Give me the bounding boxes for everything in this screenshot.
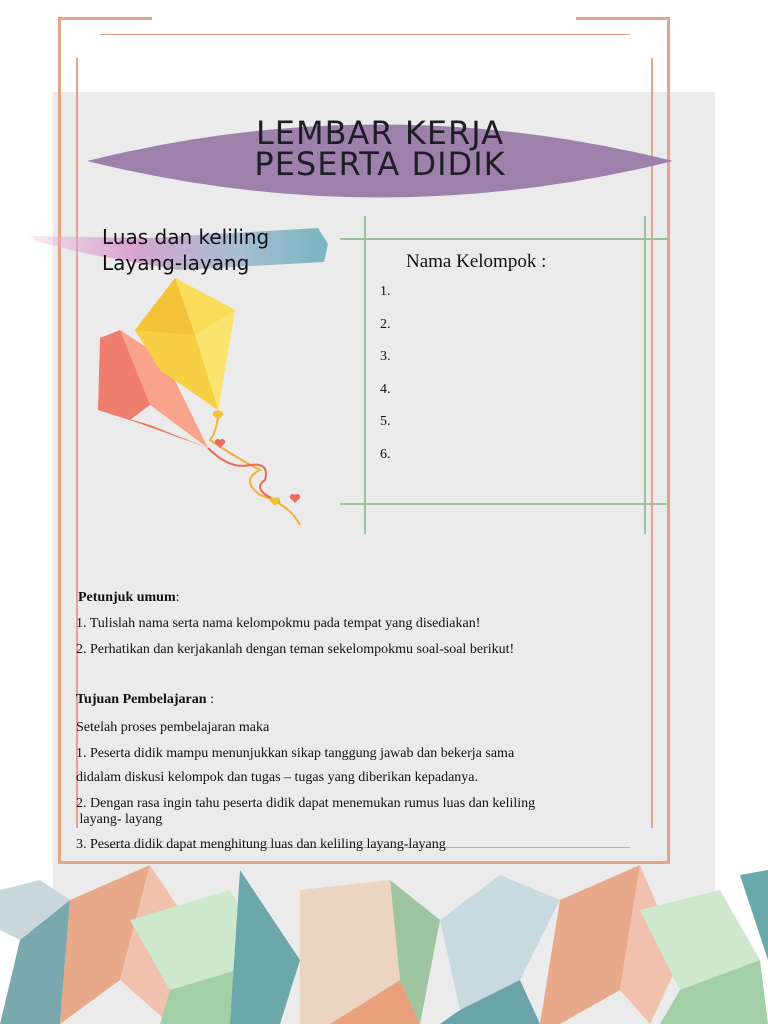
group-member-5[interactable]: 5. bbox=[380, 414, 391, 430]
group-member-1[interactable]: 1. bbox=[380, 284, 391, 299]
topic-line2: Layang-layang bbox=[102, 251, 250, 275]
page-title bbox=[87, 114, 673, 183]
group-member-list bbox=[380, 284, 391, 480]
group-member-3[interactable]: 3. bbox=[380, 349, 391, 365]
grid-line-right bbox=[644, 216, 646, 534]
instruction-item-2: 2. Perhatikan dan kerjakanlah dengan teman sekelompokmu soal-soal berikut! bbox=[76, 642, 515, 657]
topic-line1: Luas dan keliling bbox=[102, 225, 270, 249]
grid-line-left bbox=[364, 216, 366, 534]
grid-line-bottom bbox=[340, 503, 670, 505]
group-member-6[interactable]: 6. bbox=[380, 446, 391, 462]
objectives-heading: Tujuan Pembelajaran : bbox=[76, 692, 214, 707]
topic-title bbox=[102, 224, 269, 276]
frame-top-right-h bbox=[576, 17, 670, 20]
objective-3: 3. Peserta didik dapat menghitung luas dan keliling layang-layang bbox=[76, 837, 446, 852]
objective-1-line2: didalam diskusi kelompok dan tugas – tugas yang diberikan kepadanya. bbox=[76, 770, 479, 785]
objective-2-line2: layang- layang bbox=[76, 812, 163, 827]
frame-top-left-v bbox=[58, 17, 61, 862]
geometric-decoration bbox=[0, 860, 768, 1024]
objective-2-line1: 2. Dengan rasa ingin tahu peserta didik dapat menemukan rumus luas dan keliling bbox=[76, 796, 536, 811]
group-title: Nama Kelompok : bbox=[406, 251, 547, 272]
page-title-line2: PESERTA DIDIK bbox=[254, 145, 506, 183]
instruction-item-1: 1. Tulislah nama serta nama kelompokmu pada tempat yang disediakan! bbox=[76, 616, 481, 631]
grid-line-top bbox=[340, 238, 670, 240]
kite-illustration bbox=[90, 270, 330, 540]
group-member-2[interactable]: 2. bbox=[380, 316, 391, 332]
frame-top-left-h bbox=[58, 17, 152, 20]
objectives-intro: Setelah proses pembelajaran maka bbox=[76, 720, 270, 735]
page-title-line1: LEMBAR KERJA bbox=[255, 114, 505, 152]
frame-inner-left bbox=[76, 58, 78, 828]
group-member-4[interactable]: 4. bbox=[380, 381, 391, 397]
objective-1-line1: 1. Peserta didik mampu menunjukkan sikap tanggung jawab dan bekerja sama bbox=[76, 746, 515, 761]
instructions-heading: Petunjuk umum: bbox=[78, 590, 180, 605]
frame-top-thin bbox=[100, 34, 630, 35]
